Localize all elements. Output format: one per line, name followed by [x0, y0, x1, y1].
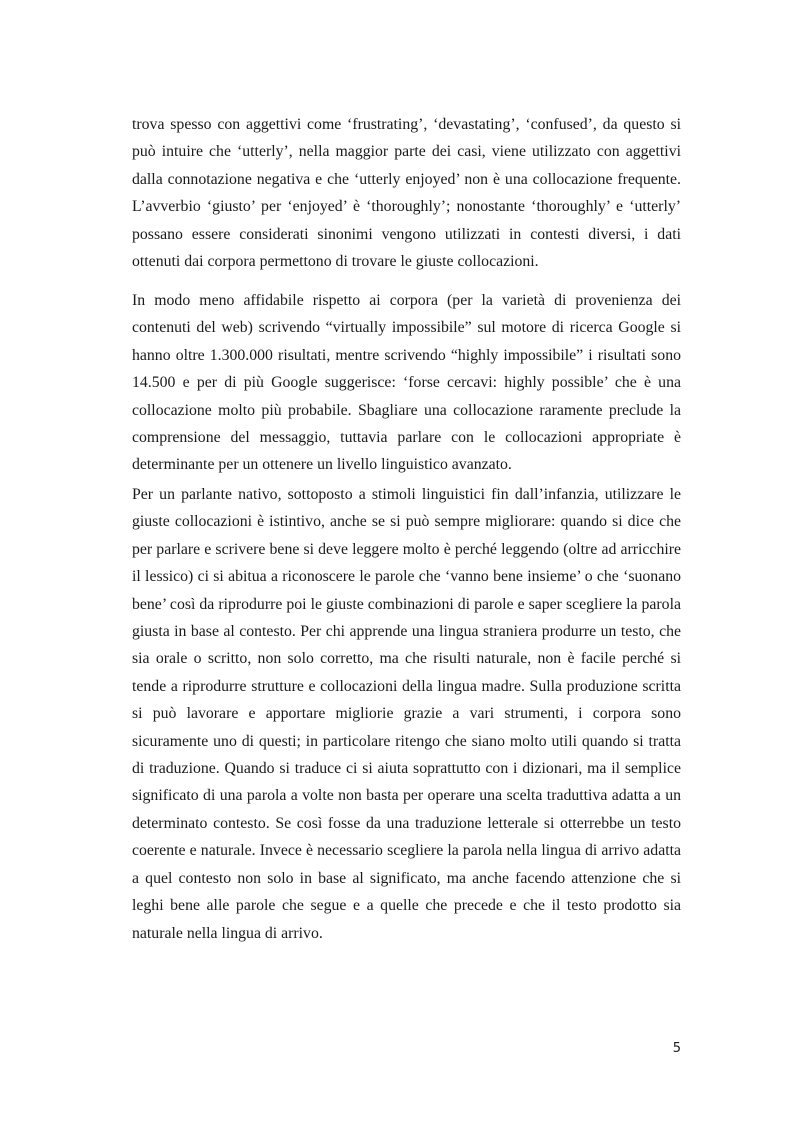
page-number: 5: [672, 1041, 681, 1056]
paragraph-collocations-utterly: trova spesso con aggettivi come ‘frustrating’, ‘devastating’, ‘confused’, da questo si può intuire che ‘utterly’, nella maggior parte dei casi, viene utilizzato con aggettivi dalla connotazione negativa e che ‘utterly enjoyed’ non è una collocazione frequente. L’avverbio ‘giusto’ per ‘enjoyed’ è ‘thoroughly’; nonostante ‘thoroughly’ e ‘utterly’ possano essere considerati sinonimi vengono utilizzati in contesti diversi, i dati ottenuti dai corpora permettono di trovare le giuste collocazioni.: [132, 116, 681, 271]
paragraph-native-speaker-translation: Per un parlante nativo, sottoposto a stimoli linguistici fin dall’infanzia, utilizzare le giuste collocazioni è istintivo, anche se si può sempre migliorare: quando si dice che per parlare e scrivere bene si deve leggere molto è perché leggendo (oltre ad arricchire il lessico) ci si abitua a riconoscere le parole che ‘vanno bene insieme’ o che ‘suonano bene’ così da riprodurre poi le giuste combinazioni di parole e saper scegliere la parola giusta in base al contesto. Per chi apprende una lingua straniera produrre un testo, che sia orale o scritto, non solo corretto, ma che risulti naturale, non è facile perché si tende a riprodurre strutture e collocazioni della lingua madre. Sulla produzione scritta si può lavorare e apportare migliorie grazie a vari strumenti, i corpora sono sicuramente uno di questi; in particolare ritengo che siano molto utili quando si tratta di traduzione. Quando si traduce ci si aiuta soprattutto con i dizionari, ma il semplice significato di una parola a volte non basta per operare una scelta traduttiva adatta a un determinato contesto. Se così fosse da una traduzione letterale si otterrebbe un testo coerente e naturale. Invece è necessario scegliere la parola nella lingua di arrivo adatta a quel contesto non solo in base al significato, ma anche facendo attenzione che si leghi bene alle parole che segue e a quelle che precede e che il testo prodotto sia naturale nella lingua di arrivo.: [132, 486, 681, 942]
paragraph-google-search-example: In modo meno affidabile rispetto ai corpora (per la varietà di provenienza dei contenuti del web) scrivendo “virtually impossibile” sul motore di ricerca Google si hanno oltre 1.300.000 risultati, mentre scrivendo “highly impossibile” i risultati sono 14.500 e per di più Google suggerisce: ‘forse cercavi: highly possible’ che è una collocazione molto più probabile. Sbagliare una collocazione raramente preclude la comprensione del messaggio, tuttavia parlare con le collocazioni appropriate è determinante per un ottenere un livello linguistico avanzato.: [132, 292, 681, 474]
